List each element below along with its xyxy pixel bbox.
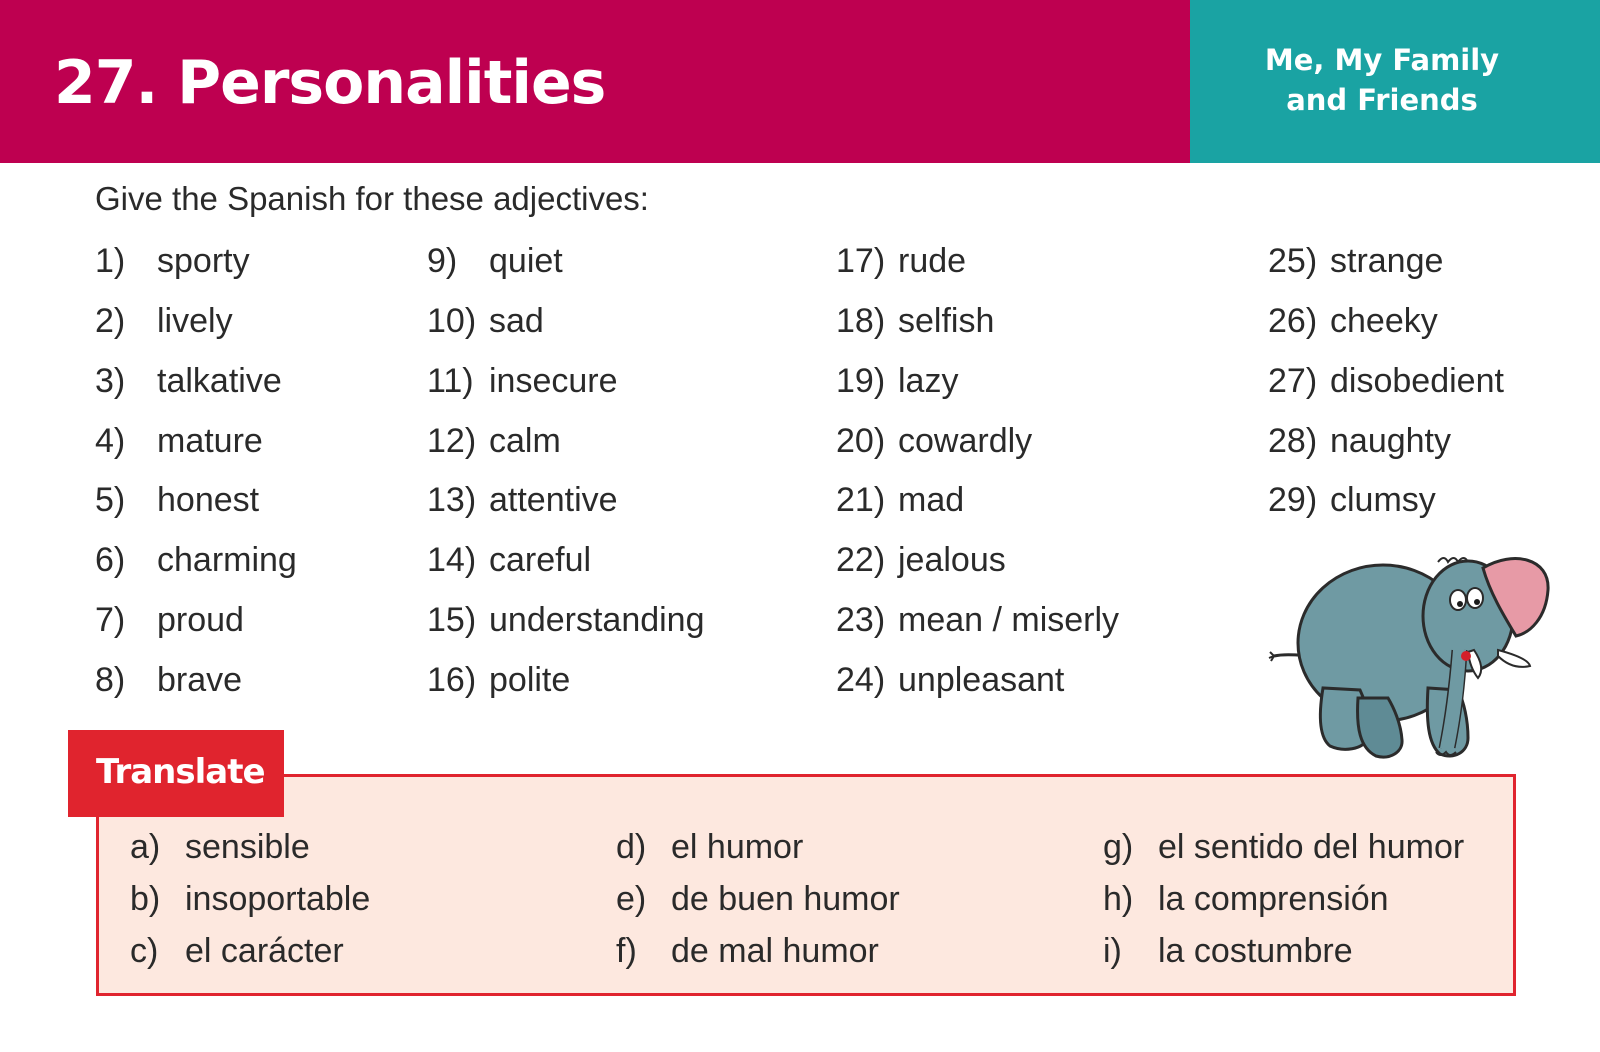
item-number: 1): [95, 242, 126, 280]
item-phrase: el humor: [671, 828, 804, 866]
item-letter: f): [616, 932, 637, 970]
item-word: clumsy: [1330, 481, 1436, 519]
item-number: 10): [427, 302, 477, 340]
item-number: 4): [95, 422, 126, 460]
item-number: 24): [836, 661, 886, 699]
item-phrase: de mal humor: [671, 932, 879, 970]
item-number: 19): [836, 362, 886, 400]
item-word: naughty: [1330, 422, 1451, 460]
item-number: 14): [427, 541, 477, 579]
section-title-line-2: and Friends: [1286, 83, 1478, 117]
item-letter: a): [130, 828, 161, 866]
item-letter: d): [616, 828, 647, 866]
item-number: 15): [427, 601, 477, 639]
item-number: 7): [95, 601, 126, 639]
item-word: mean / miserly: [898, 601, 1120, 639]
item-number: 27): [1268, 362, 1318, 400]
item-word: mad: [898, 481, 965, 519]
item-number: 17): [836, 242, 886, 280]
item-word: lively: [157, 302, 233, 340]
item-letter: c): [130, 932, 159, 970]
item-phrase: insoportable: [185, 880, 371, 918]
section-banner: [1190, 0, 1600, 163]
item-word: attentive: [489, 481, 618, 519]
item-phrase: el sentido del humor: [1158, 828, 1465, 866]
header-banner: [0, 0, 1190, 163]
item-phrase: la comprensión: [1158, 880, 1389, 918]
item-word: mature: [157, 422, 263, 460]
item-word: polite: [489, 661, 571, 699]
item-phrase: sensible: [185, 828, 310, 866]
item-letter: b): [130, 880, 161, 918]
item-word: strange: [1330, 242, 1444, 280]
item-word: insecure: [489, 362, 618, 400]
item-word: understanding: [489, 601, 705, 639]
item-word: calm: [489, 422, 561, 460]
item-word: jealous: [898, 541, 1006, 579]
item-number: 23): [836, 601, 886, 639]
item-letter: e): [616, 880, 647, 918]
item-word: talkative: [157, 362, 282, 400]
section-title: [1190, 40, 1574, 120]
item-phrase: de buen humor: [671, 880, 900, 918]
item-number: 16): [427, 661, 477, 699]
translate-heading: Translate: [96, 752, 265, 792]
item-word: honest: [157, 481, 260, 519]
item-word: disobedient: [1330, 362, 1504, 400]
item-word: brave: [157, 661, 243, 699]
item-number: 22): [836, 541, 886, 579]
item-number: 18): [836, 302, 886, 340]
item-phrase: la costumbre: [1158, 932, 1353, 970]
item-number: 8): [95, 661, 126, 699]
item-word: cheeky: [1330, 302, 1438, 340]
item-letter: i): [1103, 932, 1122, 970]
item-number: 12): [427, 422, 477, 460]
item-number: 11): [427, 362, 474, 400]
item-word: quiet: [489, 242, 563, 280]
item-word: unpleasant: [898, 661, 1065, 699]
item-number: 5): [95, 481, 126, 519]
item-word: lazy: [898, 362, 959, 400]
item-number: 2): [95, 302, 126, 340]
item-word: cowardly: [898, 422, 1033, 460]
item-phrase: el carácter: [185, 932, 344, 970]
item-number: 21): [836, 481, 886, 519]
item-letter: g): [1103, 828, 1134, 866]
item-word: careful: [489, 541, 592, 579]
item-number: 26): [1268, 302, 1318, 340]
item-number: 29): [1268, 481, 1318, 519]
item-word: rude: [898, 242, 967, 280]
section-title-line-1: Me, My Family: [1264, 43, 1500, 77]
item-word: sporty: [157, 242, 250, 280]
page-title: 27. Personalities: [54, 48, 606, 118]
instruction-text: Give the Spanish for these adjectives:: [95, 180, 649, 217]
elephant-icon: [1268, 538, 1552, 778]
item-word: proud: [157, 601, 244, 639]
translate-tab: [68, 730, 284, 817]
item-word: selfish: [898, 302, 995, 340]
item-number: 28): [1268, 422, 1318, 460]
item-number: 25): [1268, 242, 1318, 280]
item-number: 9): [427, 242, 458, 280]
item-number: 13): [427, 481, 477, 519]
item-number: 20): [836, 422, 886, 460]
item-letter: h): [1103, 880, 1134, 918]
item-word: charming: [157, 541, 297, 579]
item-number: 3): [95, 362, 126, 400]
item-number: 6): [95, 541, 126, 579]
item-word: sad: [489, 302, 544, 340]
